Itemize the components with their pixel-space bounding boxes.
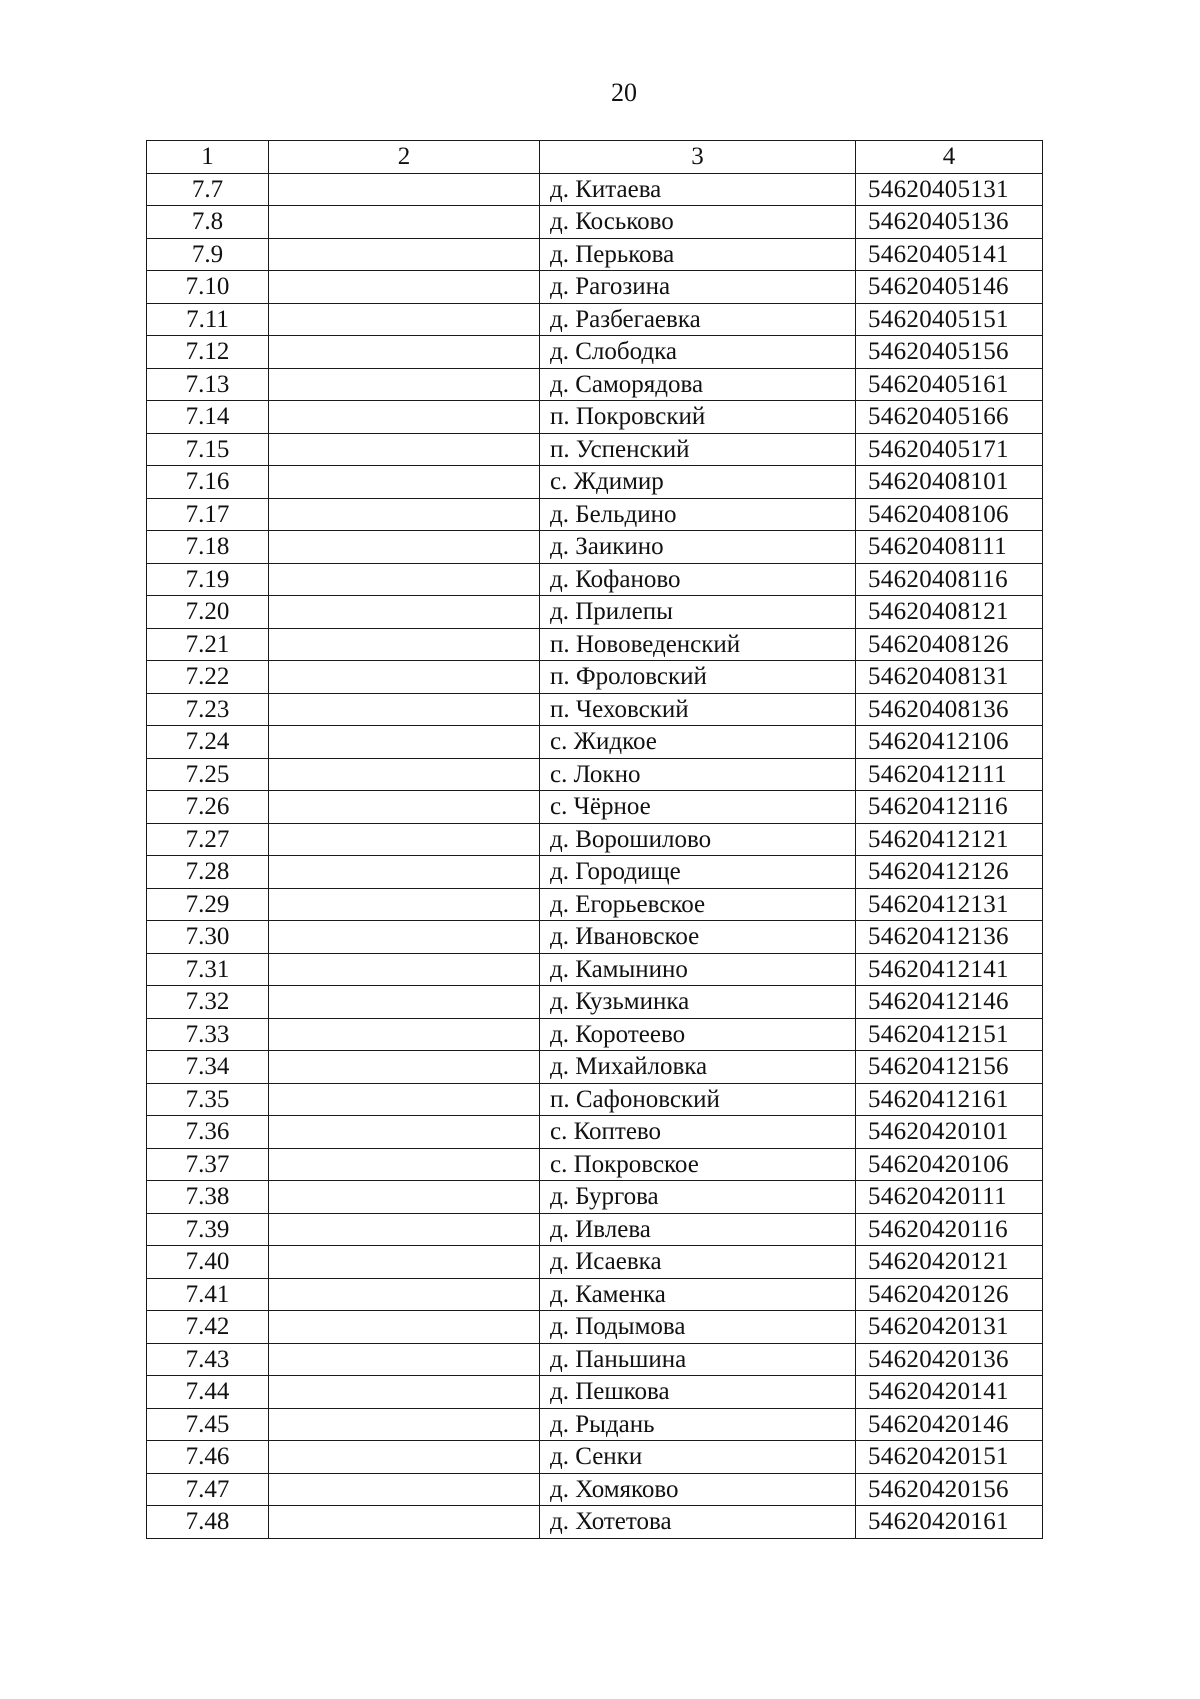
- column-2-cell: [269, 791, 540, 824]
- column-2-cell: [269, 1148, 540, 1181]
- column-2-cell: [269, 1506, 540, 1539]
- row-number-cell: 7.22: [147, 661, 269, 694]
- table-row: [147, 531, 1043, 564]
- column-2-cell: [269, 1408, 540, 1441]
- table-row: [147, 1246, 1043, 1279]
- column-2-cell: [269, 693, 540, 726]
- row-number-cell: 7.39: [147, 1213, 269, 1246]
- column-2-cell: [269, 173, 540, 206]
- oktmo-code-cell: 54620420161: [856, 1506, 1043, 1539]
- column-2-cell: [269, 661, 540, 694]
- settlement-name-cell: д. Саморядова: [540, 368, 856, 401]
- table-row: [147, 173, 1043, 206]
- oktmo-code-cell: 54620420156: [856, 1473, 1043, 1506]
- settlement-name-cell: д. Подымова: [540, 1311, 856, 1344]
- row-number-cell: 7.26: [147, 791, 269, 824]
- row-number-cell: 7.15: [147, 433, 269, 466]
- oktmo-code-cell: 54620420121: [856, 1246, 1043, 1279]
- oktmo-code-cell: 54620412106: [856, 726, 1043, 759]
- settlement-name-cell: д. Коротеево: [540, 1018, 856, 1051]
- table-row: [147, 1083, 1043, 1116]
- oktmo-code-cell: 54620412121: [856, 823, 1043, 856]
- oktmo-code-cell: 54620408121: [856, 596, 1043, 629]
- settlement-name-cell: д. Михайловка: [540, 1051, 856, 1084]
- row-number-cell: 7.31: [147, 953, 269, 986]
- oktmo-code-cell: 54620405171: [856, 433, 1043, 466]
- settlement-name-cell: д. Исаевка: [540, 1246, 856, 1279]
- settlement-name-cell: д. Сенки: [540, 1441, 856, 1474]
- settlement-name-cell: с. Локно: [540, 758, 856, 791]
- row-number-cell: 7.34: [147, 1051, 269, 1084]
- settlement-name-cell: п. Фроловский: [540, 661, 856, 694]
- settlement-name-cell: д. Ивлева: [540, 1213, 856, 1246]
- oktmo-code-cell: 54620420136: [856, 1343, 1043, 1376]
- row-number-cell: 7.11: [147, 303, 269, 336]
- table-row: [147, 238, 1043, 271]
- column-2-cell: [269, 498, 540, 531]
- settlement-name-cell: д. Пешкова: [540, 1376, 856, 1409]
- table-row: [147, 888, 1043, 921]
- settlements-table: [146, 140, 1043, 1539]
- column-2-cell: [269, 303, 540, 336]
- table-row: [147, 1311, 1043, 1344]
- column-2-cell: [269, 953, 540, 986]
- oktmo-code-cell: 54620405151: [856, 303, 1043, 336]
- oktmo-code-cell: 54620412161: [856, 1083, 1043, 1116]
- settlement-name-cell: д. Егорьевское: [540, 888, 856, 921]
- settlement-name-cell: д. Перькова: [540, 238, 856, 271]
- row-number-cell: 7.30: [147, 921, 269, 954]
- column-2-cell: [269, 206, 540, 239]
- row-number-cell: 7.21: [147, 628, 269, 661]
- column-2-cell: [269, 271, 540, 304]
- settlement-name-cell: д. Ворошилово: [540, 823, 856, 856]
- settlement-name-cell: с. Ждимир: [540, 466, 856, 499]
- column-2-cell: [269, 888, 540, 921]
- settlement-name-cell: д. Паньшина: [540, 1343, 856, 1376]
- column-2-cell: [269, 1213, 540, 1246]
- table-row: [147, 856, 1043, 889]
- row-number-cell: 7.42: [147, 1311, 269, 1344]
- table-header-row: [147, 141, 1043, 174]
- settlement-name-cell: с. Жидкое: [540, 726, 856, 759]
- row-number-cell: 7.23: [147, 693, 269, 726]
- table-row: [147, 368, 1043, 401]
- column-2-cell: [269, 433, 540, 466]
- settlement-name-cell: п. Нововеденский: [540, 628, 856, 661]
- settlement-name-cell: д. Кузьминка: [540, 986, 856, 1019]
- row-number-cell: 7.40: [147, 1246, 269, 1279]
- table-row: [147, 563, 1043, 596]
- settlement-name-cell: п. Сафоновский: [540, 1083, 856, 1116]
- row-number-cell: 7.24: [147, 726, 269, 759]
- table-row: [147, 1343, 1043, 1376]
- row-number-cell: 7.16: [147, 466, 269, 499]
- table-row: [147, 1116, 1043, 1149]
- oktmo-code-cell: 54620420101: [856, 1116, 1043, 1149]
- oktmo-code-cell: 54620420131: [856, 1311, 1043, 1344]
- settlement-name-cell: п. Покровский: [540, 401, 856, 434]
- oktmo-code-cell: 54620412151: [856, 1018, 1043, 1051]
- column-2-cell: [269, 1246, 540, 1279]
- settlement-name-cell: д. Рагозина: [540, 271, 856, 304]
- row-number-cell: 7.44: [147, 1376, 269, 1409]
- settlement-name-cell: д. Хотетова: [540, 1506, 856, 1539]
- row-number-cell: 7.32: [147, 986, 269, 1019]
- oktmo-code-cell: 54620405146: [856, 271, 1043, 304]
- page-number: 20: [611, 78, 637, 107]
- oktmo-code-cell: 54620420116: [856, 1213, 1043, 1246]
- oktmo-code-cell: 54620420126: [856, 1278, 1043, 1311]
- settlement-name-cell: д. Каменка: [540, 1278, 856, 1311]
- settlement-name-cell: д. Кофаново: [540, 563, 856, 596]
- table-row: [147, 823, 1043, 856]
- row-number-cell: 7.35: [147, 1083, 269, 1116]
- column-2-cell: [269, 1278, 540, 1311]
- oktmo-code-cell: 54620408106: [856, 498, 1043, 531]
- table-row: [147, 271, 1043, 304]
- oktmo-code-cell: 54620405161: [856, 368, 1043, 401]
- column-header-2: 2: [269, 141, 540, 174]
- table-row: [147, 1441, 1043, 1474]
- table-row: [147, 303, 1043, 336]
- row-number-cell: 7.28: [147, 856, 269, 889]
- column-2-cell: [269, 823, 540, 856]
- column-2-cell: [269, 1473, 540, 1506]
- settlement-name-cell: д. Камынино: [540, 953, 856, 986]
- settlement-name-cell: д. Бельдино: [540, 498, 856, 531]
- oktmo-code-cell: 54620408131: [856, 661, 1043, 694]
- row-number-cell: 7.19: [147, 563, 269, 596]
- row-number-cell: 7.43: [147, 1343, 269, 1376]
- row-number-cell: 7.18: [147, 531, 269, 564]
- table-row: [147, 433, 1043, 466]
- table-row: [147, 661, 1043, 694]
- oktmo-code-cell: 54620412156: [856, 1051, 1043, 1084]
- column-2-cell: [269, 856, 540, 889]
- row-number-cell: 7.12: [147, 336, 269, 369]
- row-number-cell: 7.36: [147, 1116, 269, 1149]
- settlement-name-cell: д. Слободка: [540, 336, 856, 369]
- settlement-name-cell: д. Китаева: [540, 173, 856, 206]
- table-row: [147, 1213, 1043, 1246]
- column-2-cell: [269, 1311, 540, 1344]
- table-row: [147, 1148, 1043, 1181]
- settlement-name-cell: с. Покровское: [540, 1148, 856, 1181]
- column-2-cell: [269, 628, 540, 661]
- oktmo-code-cell: 54620412146: [856, 986, 1043, 1019]
- table-row: [147, 1376, 1043, 1409]
- settlement-name-cell: д. Ивановское: [540, 921, 856, 954]
- settlement-name-cell: д. Прилепы: [540, 596, 856, 629]
- oktmo-code-cell: 54620405166: [856, 401, 1043, 434]
- row-number-cell: 7.33: [147, 1018, 269, 1051]
- column-2-cell: [269, 1083, 540, 1116]
- oktmo-code-cell: 54620412136: [856, 921, 1043, 954]
- table-row: [147, 466, 1043, 499]
- oktmo-code-cell: 54620420106: [856, 1148, 1043, 1181]
- oktmo-code-cell: 54620408101: [856, 466, 1043, 499]
- settlements-table-container: [146, 140, 1043, 1539]
- table-row: [147, 1473, 1043, 1506]
- oktmo-code-cell: 54620408116: [856, 563, 1043, 596]
- table-row: [147, 1051, 1043, 1084]
- settlement-name-cell: с. Чёрное: [540, 791, 856, 824]
- row-number-cell: 7.38: [147, 1181, 269, 1214]
- oktmo-code-cell: 54620412111: [856, 758, 1043, 791]
- row-number-cell: 7.29: [147, 888, 269, 921]
- row-number-cell: 7.46: [147, 1441, 269, 1474]
- row-number-cell: 7.8: [147, 206, 269, 239]
- settlement-name-cell: д. Бургова: [540, 1181, 856, 1214]
- table-row: [147, 336, 1043, 369]
- table-row: [147, 596, 1043, 629]
- oktmo-code-cell: 54620405141: [856, 238, 1043, 271]
- row-number-cell: 7.25: [147, 758, 269, 791]
- oktmo-code-cell: 54620420111: [856, 1181, 1043, 1214]
- settlement-name-cell: д. Разбегаевка: [540, 303, 856, 336]
- oktmo-code-cell: 54620408136: [856, 693, 1043, 726]
- column-2-cell: [269, 466, 540, 499]
- table-row: [147, 628, 1043, 661]
- row-number-cell: 7.17: [147, 498, 269, 531]
- column-2-cell: [269, 758, 540, 791]
- oktmo-code-cell: 54620405156: [856, 336, 1043, 369]
- row-number-cell: 7.10: [147, 271, 269, 304]
- row-number-cell: 7.41: [147, 1278, 269, 1311]
- row-number-cell: 7.27: [147, 823, 269, 856]
- column-2-cell: [269, 1051, 540, 1084]
- column-2-cell: [269, 1343, 540, 1376]
- table-row: [147, 758, 1043, 791]
- table-row: [147, 921, 1043, 954]
- oktmo-code-cell: 54620420146: [856, 1408, 1043, 1441]
- column-header-1: 1: [147, 141, 269, 174]
- oktmo-code-cell: 54620420141: [856, 1376, 1043, 1409]
- table-row: [147, 498, 1043, 531]
- column-2-cell: [269, 531, 540, 564]
- column-2-cell: [269, 401, 540, 434]
- column-2-cell: [269, 1116, 540, 1149]
- table-row: [147, 1408, 1043, 1441]
- table-row: [147, 1278, 1043, 1311]
- settlement-name-cell: д. Рыдань: [540, 1408, 856, 1441]
- oktmo-code-cell: 54620405131: [856, 173, 1043, 206]
- column-2-cell: [269, 563, 540, 596]
- row-number-cell: 7.9: [147, 238, 269, 271]
- settlement-name-cell: п. Успенский: [540, 433, 856, 466]
- row-number-cell: 7.13: [147, 368, 269, 401]
- row-number-cell: 7.47: [147, 1473, 269, 1506]
- settlement-name-cell: д. Хомяково: [540, 1473, 856, 1506]
- settlement-name-cell: д. Заикино: [540, 531, 856, 564]
- column-2-cell: [269, 596, 540, 629]
- table-row: [147, 1018, 1043, 1051]
- settlement-name-cell: п. Чеховский: [540, 693, 856, 726]
- table-row: [147, 1506, 1043, 1539]
- table-row: [147, 206, 1043, 239]
- settlement-name-cell: д. Городище: [540, 856, 856, 889]
- row-number-cell: 7.37: [147, 1148, 269, 1181]
- column-2-cell: [269, 1376, 540, 1409]
- oktmo-code-cell: 54620412141: [856, 953, 1043, 986]
- table-row: [147, 1181, 1043, 1214]
- table-row: [147, 953, 1043, 986]
- column-2-cell: [269, 336, 540, 369]
- column-header-4: 4: [856, 141, 1043, 174]
- oktmo-code-cell: 54620412116: [856, 791, 1043, 824]
- table-row: [147, 986, 1043, 1019]
- oktmo-code-cell: 54620408126: [856, 628, 1043, 661]
- row-number-cell: 7.48: [147, 1506, 269, 1539]
- table-row: [147, 791, 1043, 824]
- settlement-name-cell: с. Коптево: [540, 1116, 856, 1149]
- row-number-cell: 7.45: [147, 1408, 269, 1441]
- column-2-cell: [269, 1441, 540, 1474]
- row-number-cell: 7.14: [147, 401, 269, 434]
- oktmo-code-cell: 54620412126: [856, 856, 1043, 889]
- column-2-cell: [269, 368, 540, 401]
- row-number-cell: 7.7: [147, 173, 269, 206]
- column-2-cell: [269, 726, 540, 759]
- oktmo-code-cell: 54620412131: [856, 888, 1043, 921]
- row-number-cell: 7.20: [147, 596, 269, 629]
- column-2-cell: [269, 238, 540, 271]
- oktmo-code-cell: 54620420151: [856, 1441, 1043, 1474]
- oktmo-code-cell: 54620408111: [856, 531, 1043, 564]
- table-row: [147, 401, 1043, 434]
- column-2-cell: [269, 1181, 540, 1214]
- column-header-3: 3: [540, 141, 856, 174]
- table-row: [147, 726, 1043, 759]
- oktmo-code-cell: 54620405136: [856, 206, 1043, 239]
- table-row: [147, 693, 1043, 726]
- column-2-cell: [269, 921, 540, 954]
- settlement-name-cell: д. Коськово: [540, 206, 856, 239]
- table-body: [147, 173, 1043, 1538]
- column-2-cell: [269, 986, 540, 1019]
- column-2-cell: [269, 1018, 540, 1051]
